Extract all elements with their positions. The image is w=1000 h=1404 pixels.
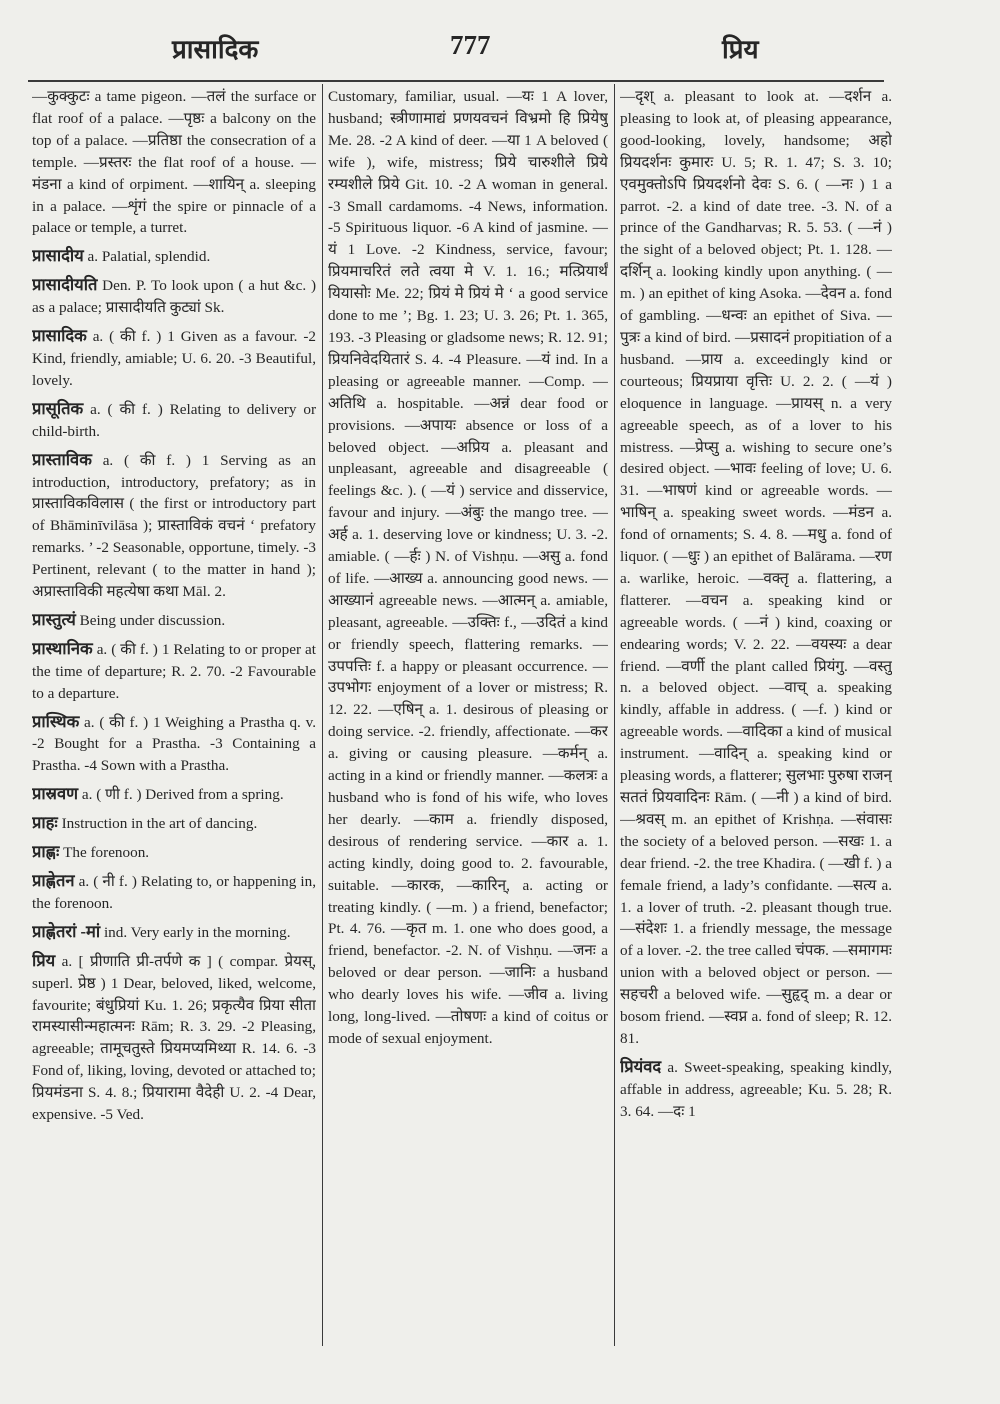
entry-headword: प्रास्थिक (32, 711, 80, 731)
column-1 (32, 86, 316, 1348)
dictionary-entry (32, 86, 316, 239)
entry-headword: प्रियंवद (620, 1056, 662, 1076)
page-number: 777 (450, 30, 491, 60)
column-divider (322, 84, 323, 1346)
dictionary-entry (328, 86, 608, 1050)
entry-headword: प्राहः (32, 813, 58, 833)
dictionary-entry (620, 1056, 892, 1123)
entry-definition: a. ( णी f. ) Derived from a spring. (81, 786, 284, 804)
entry-definition: —कुक्कुटः a tame pigeon. —तलं the surface or flat roof of a palace. —पृष्ठः a balcony on the top of a palace. —प्रतिष्ठा the consecration of a temple. —प्रस्तरः the flat roof of a house. —मंडना a kind of orpiment. —शायिन् a. sleeping in a palace. —शृंगं the spire or pinnacle of a palace or temple, a turret. (32, 88, 316, 237)
entry-definition: Being under discussion. (79, 611, 226, 629)
dictionary-entry (32, 449, 316, 603)
entry-definition: a. Sweet-speaking, speaking kindly, affable in address, agreeable; Ku. 5. 28; R. 3. 64. —दः 1 (620, 1058, 892, 1120)
entry-definition: a. ( की f. ) 1 Weighing a Prastha q. v. -2 Bought for a Prastha. -3 Containing a Prastha. -4 Sown with a Prastha. (32, 713, 316, 775)
dictionary-entry (620, 86, 892, 1050)
running-head-right: प्रिय (722, 35, 759, 65)
dictionary-entry (32, 638, 316, 705)
entry-headword: प्रासूतिक (32, 398, 84, 418)
entry-headword: प्रासादीय (32, 246, 84, 266)
entry-headword: प्रासादिक (32, 326, 87, 346)
entry-definition: a. ( की f. ) Relating to delivery or child-birth. (32, 400, 316, 440)
entry-headword: प्राह्णेतरां -मां (32, 921, 101, 941)
entry-definition: a. Palatial, splendid. (87, 248, 211, 266)
entry-headword: प्रास्थानिक (32, 638, 93, 658)
entry-definition: a. ( नी f. ) Relating to, or happening in, the forenoon. (32, 873, 316, 912)
dictionary-entry (32, 921, 316, 944)
entry-headword: प्रास्रवण (32, 784, 79, 804)
dictionary-entry (32, 245, 316, 268)
dictionary-entry (32, 711, 316, 778)
entry-headword: प्राह्णेतन (32, 871, 75, 890)
dictionary-entry (32, 398, 316, 443)
entry-headword: प्राह्णः (32, 842, 60, 862)
entry-definition: —दृश् a. pleasant to look at. —दर्शन a. pleasing to look at, of pleasing appearance, good-looking, lovely, handsome; अहो प्रियदर्शनः कुमारः U. 5; R. 1. 47; S. 3. 10; एवमुक्तोऽपि प्रियदर्शनो देवः S. 6. ( —नः ) 1 a parrot. -2. a kind of date tree. -3. N. of a prince of the Gandharvas; R. 5. 53. ( —नं ) the sight of a beloved object; Pt. 1. 128. —दर्शिन् a. looking kindly upon anything. ( —m. ) an epithet of king Asoka. —देवन a. fond of gambling. —धन्वः an epithet of Siva. —पुत्रः a kind of bird. —प्रसादनं propitiation of a husband. —प्राय a. exceedingly kind or courteous; प्रियप्राया वृत्तिः U. 2. 2. ( —यं ) eloquence in language. —प्रायस् n. a very agreeable speech, as of a lover to his mistress. —प्रेप्सु a. wishing to secure one’s desired object. —भावः feeling of love; U. 6. 31. —भाषणं kind or agreeable words. —भाषिन् a. speaking sweet words. —मंडन a. fond of ornaments; S. 4. 8. —मधु a. fond of liquor. ( —धुः ) an epithet of Balārama. —रण a. warlike, heroic. —वक्तृ a. flattering, a flatterer. —वचन a. speaking kind or agreeable words. ( —नं ) kind, coaxing or endearing words; V. 2. 22. —वयस्यः a dear friend. —वर्णी the plant called प्रियंगु. —वस्तु n. a beloved object. —वाच् a. speaking kindly, affable in address. ( —f. ) kind or agreeable words. —वादिका a kind of musical instrument. —वादिन् a. speaking kind or pleasing words, a flatterer; सुलभाः पुरुषा राजन् सततं प्रियवादिनः Rām. ( —नी ) a kind of bird. —श्रवस् m. an epithet of Krishṇa. —संवासः the society of a beloved person. —सखः 1. a dear friend. -2. the tree Khadira. ( —खी f. ) a female friend, a lady’s confidante. —सत्य a. 1. a lover of truth. -2. pleasant though true. —संदेशः 1. a friendly message, the message of a lover. -2. the tree called चंपक. —समागमः union with a beloved object or person. —सहचरी a beloved wife. —सुहृद् m. a dear or bosom friend. —स्वप्न a. fond of sleep; R. 12. 81. (620, 88, 892, 1047)
dictionary-entry (32, 274, 316, 319)
column-3 (620, 86, 892, 1348)
entry-definition: a. ( की f. ) 1 Relating to or proper at the time of departure; R. 2. 70. -2 Favourable to a departure. (32, 640, 316, 702)
entry-definition: ind. Very early in the morning. (103, 923, 291, 941)
entry-definition: Den. P. To look upon ( a hut &c. ) as a palace; प्रासादीयति कुट्यां Sk. (32, 277, 316, 317)
dictionary-entry (32, 812, 316, 835)
entry-definition: a. ( की f. ) 1 Given as a favour. -2 Kind, friendly, amiable; U. 6. 20. -3 Beautiful, lovely. (32, 328, 316, 389)
entry-definition: a. ( की f. ) 1 Serving as an introduction, introductory, prefatory; as in प्रास्ताविकविलास ( the first or introductory part of Bhāminīvilāsa ); प्रास्ताविकं वचनं ‘ prefatory remarks. ’ -2 Seasonable, opportune, timely. -3 Pertinent, relevant ( to the matter in hand ); अप्रास्ताविकी महत्येषा कथा Māl. 2. (32, 451, 316, 601)
running-head-left: प्रासादिक (172, 35, 259, 65)
entry-definition: Customary, familiar, usual. —यः 1 A lover, husband; स्त्रीणामाद्यं प्रणयवचनं विभ्रमो हि प्रियेषु Me. 28. -2 A kind of deer. —या 1 A beloved ( wife ), wife, mistress; प्रिये चारुशीले प्रिये रम्यशीले प्रिये Git. 10. -2 A woman in general. -3 Small cardamoms. -4 News, information. -5 Spirituous liquor. -6 A kind of jasmine. —यं 1 Love. -2 Kindness, service, favour; प्रियमाचरितं लते त्वया मे V. 1. 16.; मत्प्रियार्थं यियासोः Me. 22; प्रियं मे प्रियं मे ‘ a good service done to me ’; Bg. 1. 23; U. 3. 26; Pt. 1. 365, 193. -3 Pleasing or gladsome news; R. 12. 91; प्रियनिवेदयितारं S. 4. -4 Pleasure. —यं ind. In a pleasing or agreeable manner. —Comp. —अतिथि a. hospitable. —अन्नं dear food or provisions. —अपायः absence or loss of a beloved object. —अप्रिय a. pleasant and unpleasant, agreeable and disagreeable ( feelings &c. ). ( —यं ) service and disservice, favour and injury. —अंबुः the mango tree. —अर्ह a. 1. deserving love or kindness; U. 3. -2. amiable. ( —र्हः ) N. of Vishṇu. —असु a. fond of life. —आख्य a. announcing good news. —आख्यानं agreeable news. —आत्मन् a. amiable, pleasant, agreeable. —उक्तिः f., —उदितं a kind or friendly speech, flattering remarks. —उपपत्तिः f. a happy or pleasant occurrence. —उपभोगः enjoyment of a lover or mistress; R. 12. 22. —एषिन् a. 1. desirous of pleasing or doing service. -2. friendly, affectionate. —कर a. giving or causing pleasure. —कर्मन् a. acting in a kind or friendly manner. —कलत्रः a husband who is fond of his wife, who loves her dearly. —काम a. friendly disposed, desirous of rendering service. —कार a. 1. acting kindly, doing good to. 2. favourable, suitable. —कारक, —कारिन्, a. acting or treating kindly. ( —m. ) a friend, benefactor; Pt. 4. 76. —कृत m. 1. one who does good, a friend, benefactor. -2. N. of Vishṇu. —जनः a beloved or dear person. —जानिः a husband who dearly loves his wife. —जीव a. living long, long-lived. —तोषणः a kind of coitus or mode of sexual enjoyment. (328, 88, 608, 1047)
entry-definition: a. [ प्रीणाति प्री-तर्पणे क ] ( compar. प्रेयस्, superl. प्रेष्ठ ) 1 Dear, beloved, liked, welcome, favourite; बंधुप्रियां Ku. 1. 26; प्रकृत्यैव प्रिया सीता रामस्यासीन्महात्मनः Rām; R. 3. 29. -2 Pleasing, agreeable; तामूचतुस्ते प्रियमप्यमिथ्या R. 14. 6. -3 Fond of, liking, loving, devoted or attached to; प्रियमंडना S. 4. 8.; प्रियारामा वैदेही U. 2. -4 Dear, expensive. -5 Ved. (32, 952, 316, 1124)
dictionary-entry (32, 950, 316, 1126)
header-rule (28, 80, 884, 82)
column-divider (614, 84, 615, 1346)
entry-definition: The forenoon. (63, 844, 150, 862)
dictionary-entry (32, 870, 316, 915)
entry-definition: Instruction in the art of dancing. (61, 815, 258, 833)
dictionary-entry (32, 609, 316, 632)
entry-headword: प्रास्ताविक (32, 449, 92, 469)
dictionary-entry (32, 841, 316, 864)
dictionary-entry (32, 783, 316, 806)
entry-headword: प्रासादीयति (32, 275, 98, 295)
entry-headword: प्रास्तुत्यं (32, 609, 76, 629)
entry-headword: प्रिय (32, 950, 56, 970)
dictionary-entry (32, 325, 316, 392)
column-2 (328, 86, 608, 1348)
